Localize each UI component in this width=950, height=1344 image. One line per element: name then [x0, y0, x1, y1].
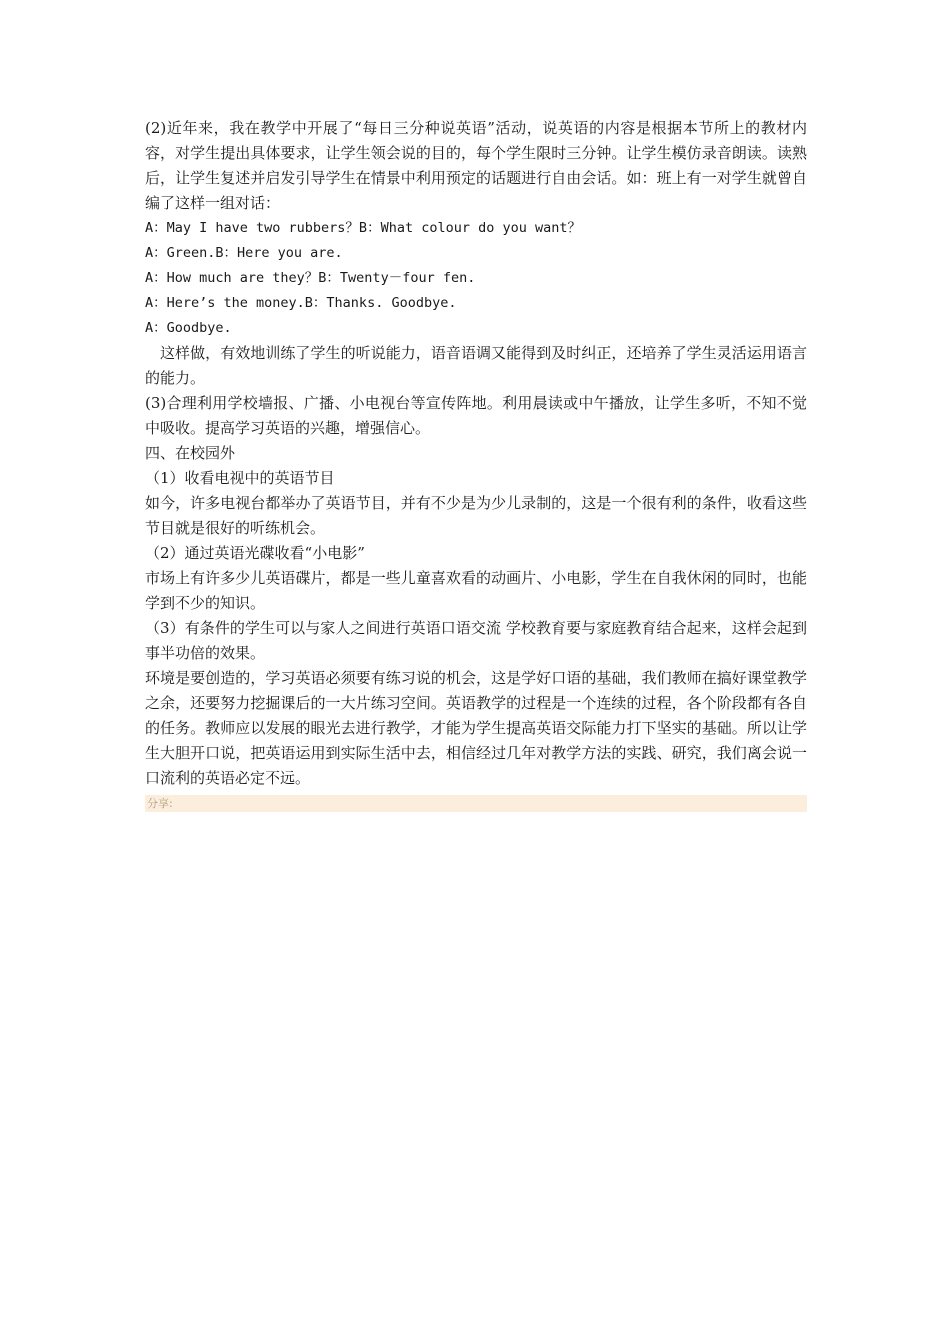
dialogue-line: A：May I have two rubbers？B：What colour do you want？	[145, 220, 582, 236]
paragraph-activity: (2)近年来，我在教学中开展了“每日三分种说英语”活动，说英语的内容是根据本节所上的教材内容，对学生提出具体要求，让学生领会说的目的，每个学生限时三分钟。让学生模仿录音朗读。读熟后，让学生复述并启发引导学生在情景中利用预定的话题进行自由会话。如：班上有一对学生就曾自编了这样一组对话：	[145, 119, 807, 212]
paragraph-campus-media: (3)合理利用学校墙报、广播、小电视台等宣传阵地。利用晨读或中午播放，让学生多听，不知不觉中吸收。提高学习英语的兴趣，增强信心。	[145, 394, 807, 437]
dialogue-line: A：Here’s the money.B：Thanks. Goodbye.	[145, 295, 457, 311]
dialogue-line: A：Green.B：Here you are.	[145, 245, 343, 261]
share-label: 分享:	[147, 797, 173, 810]
dialogue-line: A：Goodbye.	[145, 320, 232, 336]
dialogue-block	[145, 216, 807, 341]
subsection-title-movies: （2）通过英语光碟收看“小电影”	[145, 544, 365, 562]
paragraph-family: （3）有条件的学生可以与家人之间进行英语口语交流 学校教育要与家庭教育结合起来，这样会起到事半功倍的效果。	[145, 619, 807, 662]
paragraph-tv: 如今，许多电视台都举办了英语节目，并有不少是为少儿录制的，这是一个很有利的条件，收看这些节目就是很好的听练机会。	[145, 494, 807, 537]
subsection-title-tv: （1）收看电视中的英语节目	[145, 469, 335, 487]
paragraph-effect: 这样做，有效地训练了学生的听说能力，语音语调又能得到及时纠正，还培养了学生灵活运用语言的能力。	[145, 344, 807, 387]
paragraph-movies: 市场上有许多少儿英语碟片，都是一些儿童喜欢看的动画片、小电影，学生在自我休闲的同时，也能学到不少的知识。	[145, 569, 807, 612]
document-body	[145, 116, 807, 812]
section-heading: 四、在校园外	[145, 444, 236, 462]
dialogue-line: A：How much are they？B：Twenty－four fen.	[145, 270, 476, 286]
paragraph-conclusion: 环境是要创造的，学习英语必须要有练习说的机会，这是学好口语的基础，我们教师在搞好课堂教学之余，还要努力挖掘课后的一大片练习空间。英语教学的过程是一个连续的过程，各个阶段都有各自的任务。教师应以发展的眼光去进行教学，才能为学生提高英语交际能力打下坚实的基础。所以让学生大胆开口说，把英语运用到实际生活中去，相信经过几年对教学方法的实践、研究，我们离会说一口流利的英语必定不远。	[145, 669, 807, 787]
share-bar[interactable]	[145, 795, 807, 812]
